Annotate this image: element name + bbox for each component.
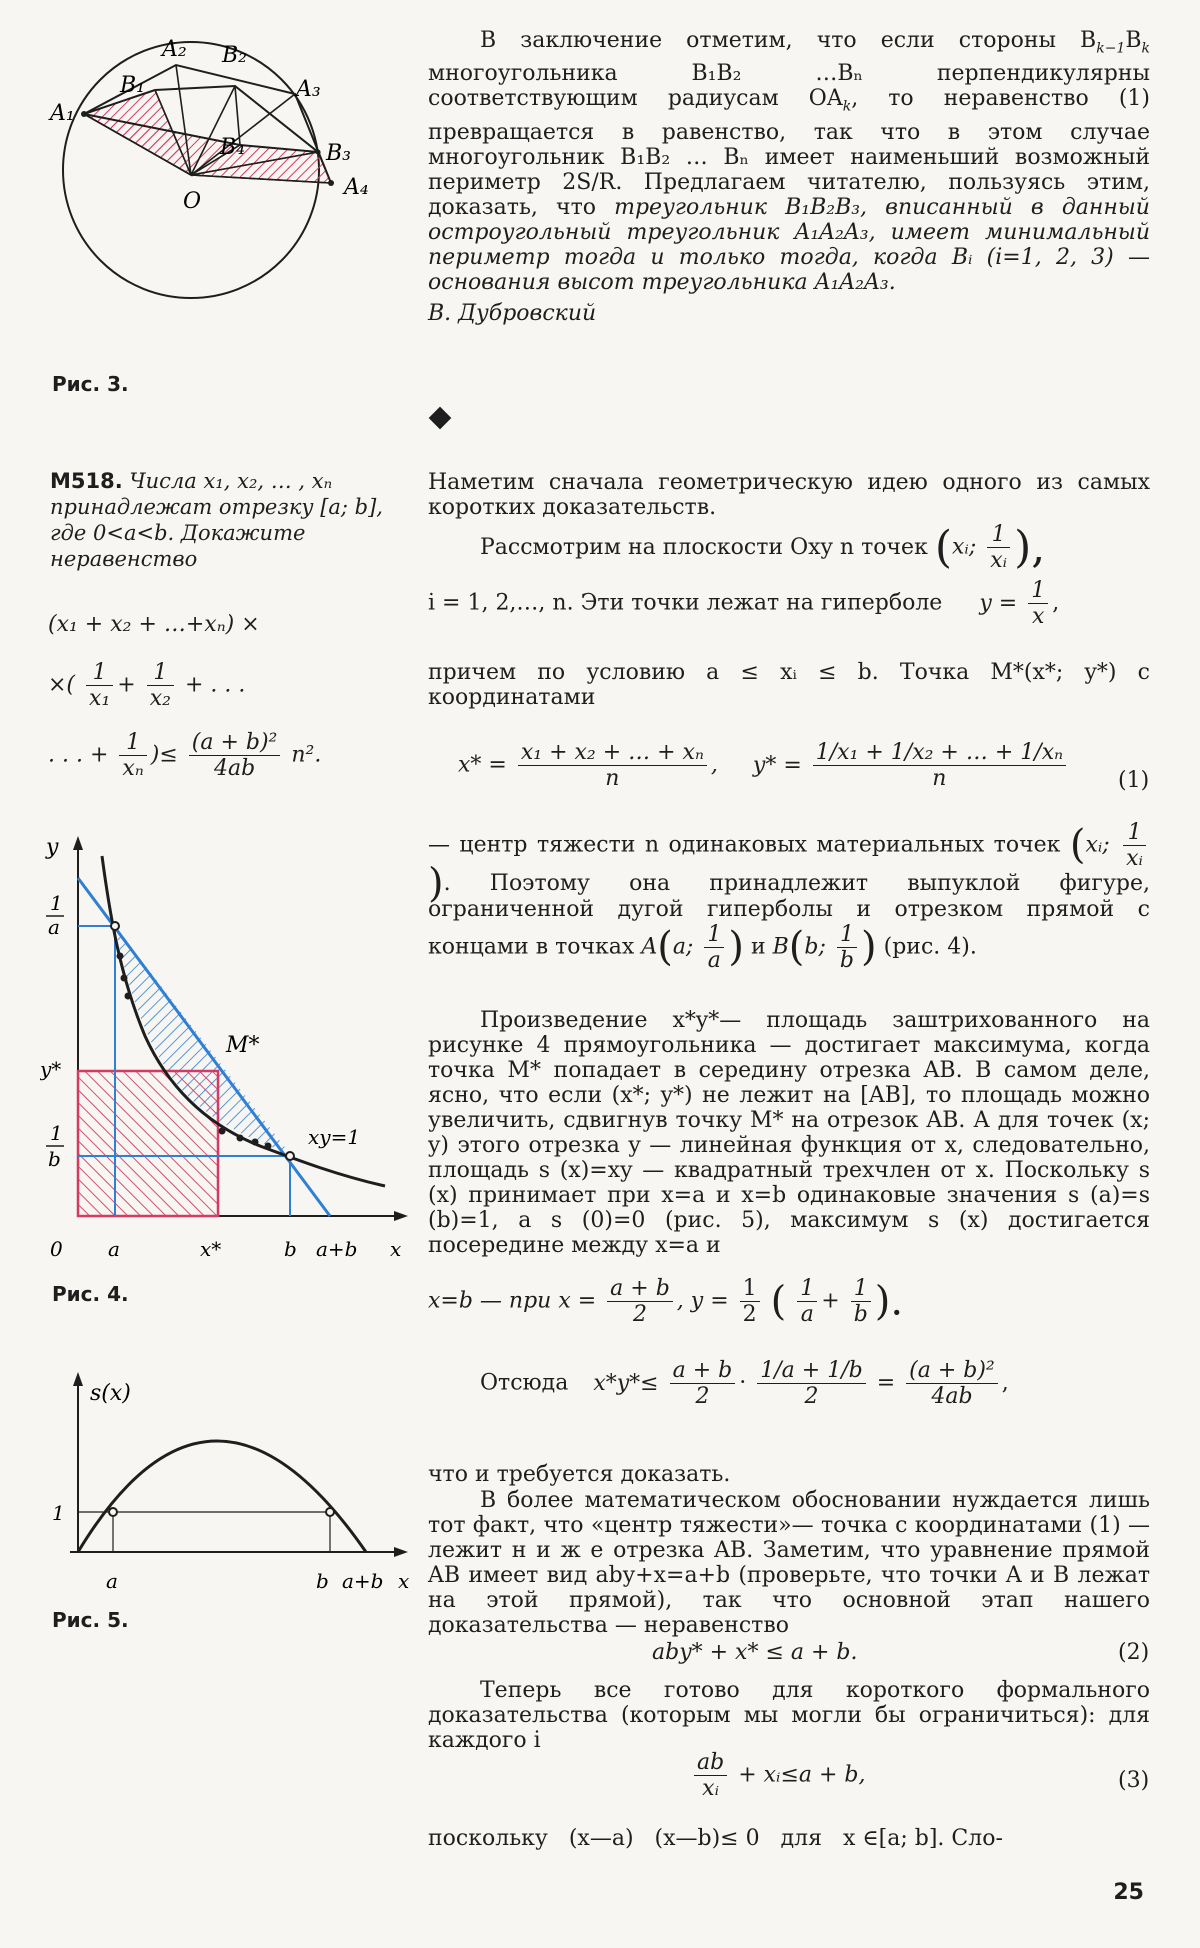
body-p7: что и требуется доказать. <box>428 1462 731 1487</box>
body-p8: В более математическом обосновании нуждается лишь тот факт, что «центр тяжести»— точка с координатами (1) — лежит н и ж е отрезка AB. Заметим, что уравнение прямой AB имеет вид aby+x=a+b (проверьте, что точки A и B лежат на этой прямой), так что основной этап нашего доказательства — неравенство <box>428 1488 1150 1638</box>
label-a: a <box>106 1569 118 1593</box>
label-a-plus-b: a+b <box>342 1569 384 1593</box>
body-p10: поскольку (x—a) (x—b)≤ 0 для x ∈[a; b]. Сло- <box>428 1826 1003 1851</box>
problem-inequality-line3: . . . + $\frac{1}{\text{xₙ}}$ )≤ $\frac{\text{(a + b)²}}{4ab}$ n². <box>48 730 322 781</box>
label-origin: 0 <box>50 1237 63 1261</box>
label-A1: A₁ <box>50 101 75 126</box>
label-xy1: xy=1 <box>308 1125 361 1149</box>
body-p9: Теперь все готово для короткого формального доказательства (которым мы могли бы ограничиться): для каждого i <box>428 1678 1150 1753</box>
fig3-caption: Рис. 3. <box>52 372 129 396</box>
fig5-caption: Рис. 5. <box>52 1608 129 1632</box>
formula-final: Отсюда x*y*≤ $\frac{a + b}{2}$ · $\frac{1/a + 1/b}{2}$ = $\frac{\text{(a + b)²}}{4ab}$ , <box>480 1358 1009 1409</box>
page-number: 25 <box>1113 1880 1144 1905</box>
body-p5: Произведение x*y*— площадь заштрихованного на рисунке 4 прямоугольника — достигает максимума, когда точка M* попадает в середину отрезка AB. В самом деле, ясно, что если (x*; y*) не лежит на [AB], то площадь можно увеличить, сдвигнув точку M* на отрезок AB. А для точек (x; y) этого отрезка y — линейная функция от x, следовательно, площадь s (x)=xy — квадратный трехчлен от x. Поскольку s (x) принимает при x=a и x=b одинаковые значения s (a)=s (b)=1, а s (0)=0 (рис. 5), максимум s (x) достигается посередине между x=a и <box>428 1008 1150 1258</box>
figure-5 <box>40 1370 420 1610</box>
label-Mstar: M* <box>226 1033 260 1058</box>
label-1-a-num: 1 <box>50 891 63 915</box>
label-x: x <box>398 1569 410 1593</box>
parabola-curve <box>78 1441 366 1552</box>
problem-number: М518. <box>50 469 123 493</box>
body-p5-end: x=b — при x = $\frac{a + b}{2}$ , y = $\frac{1}{2}$ ( $\frac{1}{a}$ + $\frac{1}{b}$ ). <box>428 1276 904 1327</box>
label-one: 1 <box>52 1501 65 1525</box>
label-ystar: y* <box>40 1057 62 1081</box>
label-xstar: x* <box>200 1237 222 1261</box>
figure-3 <box>40 30 400 360</box>
label-x: x <box>390 1237 402 1261</box>
label-A4: A₄ <box>344 175 369 200</box>
figure-4 <box>40 836 420 1266</box>
body-p3: причем по условию a ≤ xᵢ ≤ b. Точка M*(x*; y*) с координатами <box>428 660 1150 710</box>
hatched-rectangle <box>78 1071 218 1216</box>
formula-2: aby* + x* ≤ a + b. <box>652 1640 858 1665</box>
eq-number-2: (2) <box>1118 1640 1150 1665</box>
problem-inequality-line1: (x₁ + x₂ + …+xₙ) × <box>48 612 260 637</box>
eq-number-1: (1) <box>1118 768 1150 793</box>
problem-statement: М518. Числа x₁, x₂, … , xₙ принадлежат отрезку [a; b], где 0<a<b. Докажите неравенство <box>50 469 383 571</box>
label-A2: A₂ <box>162 37 187 62</box>
label-b-axis: b <box>284 1237 297 1261</box>
label-1-b-den: b <box>48 1147 61 1171</box>
formula-3: $\frac{ab}{\text{xᵢ}}$ + xᵢ≤a + b, <box>690 1750 866 1801</box>
label-a-plus-b: a+b <box>316 1237 358 1261</box>
fig4-caption: Рис. 4. <box>52 1282 129 1306</box>
body-p4: — центр тяжести n одинаковых материальных точек (xᵢ; $\frac{1}{\text{xᵢ}}$ ). Поэтому она принадлежит выпуклой фигуре, ограниченной дугой гиперболы и отрезком прямой с концами в точках A(a; $\frac{1}{a}$ ) и B(b; $\frac{1}{b}$ ) (рис. 4). <box>428 820 1150 973</box>
body-p2: Рассмотрим на плоскости Oxy n точек (xᵢ; $\frac{1}{\text{xᵢ}}$ ), <box>480 522 1046 573</box>
label-O: O <box>183 189 202 214</box>
eq-number-3: (3) <box>1118 1768 1150 1793</box>
label-1-b-num: 1 <box>50 1121 63 1145</box>
label-a-axis: a <box>108 1237 120 1261</box>
label-B3: B₃ <box>326 141 351 166</box>
label-B4: B₄ <box>220 135 245 160</box>
top-paragraph: В заключение отметим, что если стороны $B_{k-1}B_k$ многоугольника B₁B₂ …Bₙ перпендикулярны соответствующим радиусам $OA_k$, то неравенство (1) превращается в равенство, так что в этом случае многоугольник B₁B₂ … Bₙ имеет наименьший возможный периметр 2S/R. Предлагаем читателю, пользуясь этим, доказать, что треугольник B₁B₂B₃, вписанный в данный остроугольный треугольник A₁A₂A₃, имеет минимальный периметр тогда и только тогда, когда Bᵢ (i=1, 2, 3) — основания высот треугольника A₁A₂A₃. В. Дубровский <box>428 28 1150 326</box>
label-A3: A₃ <box>296 77 321 102</box>
label-1-a-den: a <box>48 915 60 939</box>
label-b: b <box>316 1569 329 1593</box>
label-B2: B₂ <box>222 43 247 68</box>
label-y: y <box>46 836 59 860</box>
diamond-separator-icon <box>429 407 452 430</box>
label-sx: s(x) <box>90 1381 131 1406</box>
formula-1: x* = $\frac{\text{x₁ + x₂ + … + xₙ}}{n}$ , y* = $\frac{\text{1/x₁ + 1/x₂ + … + 1/xₙ}}{n}$ <box>458 740 1070 791</box>
body-p1: Наметим сначала геометрическую идею одного из самых коротких доказательств. <box>428 470 1150 520</box>
signature: В. Дубровский <box>428 300 597 326</box>
body-p2b: i = 1, 2,…, n. Эти точки лежат на гиперболе y = $\frac{1}{x}$ , <box>428 578 1060 629</box>
label-B1: B₁ <box>120 73 145 98</box>
problem-inequality-line2: ×( $\frac{1}{\text{x₁}}$ + $\frac{1}{\text{x₂}}$ + . . . <box>48 660 246 711</box>
